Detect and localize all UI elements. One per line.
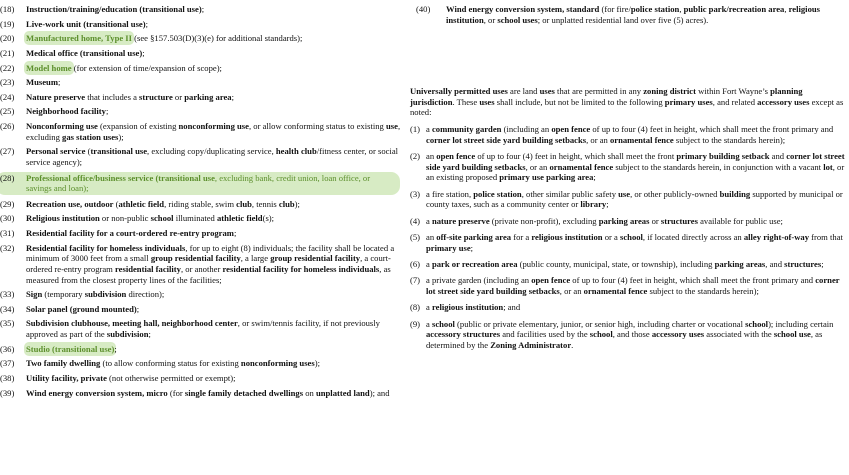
defined-term: zoning district — [643, 86, 696, 97]
defined-term: structures — [660, 215, 698, 226]
text-run: available for public use; — [697, 215, 783, 226]
defined-term: alley right-of-way — [743, 231, 810, 242]
item-number: (36) — [0, 343, 15, 354]
defined-term: structures — [784, 258, 822, 269]
list-item-highlighted — [0, 172, 400, 195]
item-text — [426, 151, 846, 183]
item-text — [426, 319, 846, 351]
item-number: (31) — [0, 228, 15, 239]
defined-term: Residential facility for a court-ordered re-entry program — [26, 228, 234, 239]
text-run: , or another — [180, 263, 223, 274]
item-number: (34) — [0, 303, 15, 314]
defined-term: uses — [539, 86, 555, 97]
defined-term: primary uses — [664, 96, 713, 107]
left-column — [0, 4, 404, 402]
universal-uses-list — [410, 124, 846, 350]
item-number: (3) — [410, 188, 421, 199]
item-number: (19) — [0, 18, 15, 29]
item-text — [26, 33, 404, 44]
item-text — [26, 48, 404, 59]
defined-term: athletic field — [217, 213, 263, 224]
text-run: (for fire/ — [599, 4, 631, 14]
item-text — [26, 19, 404, 30]
defined-term: park or recreation area — [431, 258, 518, 269]
item-number: (26) — [0, 121, 15, 132]
defined-term: parking areas — [598, 215, 650, 226]
list-item — [0, 388, 404, 399]
item-number: (21) — [0, 47, 15, 58]
list-item — [0, 48, 404, 59]
defined-term: police station — [473, 188, 522, 199]
defined-term: ornamental fence — [609, 134, 674, 145]
item-text — [26, 146, 404, 167]
text-run: ); — [118, 131, 124, 142]
item-number: (8) — [410, 302, 421, 313]
defined-term: Subdivision clubhouse, meeting hall, neighborhood center — [26, 318, 238, 329]
text-run: from that — [809, 231, 843, 242]
text-run: an — [426, 231, 437, 242]
text-run: , or other publicly-owned — [630, 188, 720, 199]
text-run: on — [303, 387, 316, 398]
text-run: ; — [821, 258, 824, 269]
defined-term: Residential facility for homeless individuals — [26, 242, 186, 253]
defined-term: school — [620, 231, 643, 242]
defined-term: Recreation use, outdoor — [26, 198, 114, 209]
defined-term: building — [719, 188, 751, 199]
text-run: a — [426, 302, 432, 313]
defined-term: school — [745, 318, 769, 329]
text-run: or — [172, 91, 185, 102]
item-number: (40) — [416, 4, 431, 14]
item-text — [26, 358, 404, 369]
text-run: ; — [201, 4, 205, 14]
defined-term: nature preserve — [431, 215, 490, 226]
text-run: for a — [511, 231, 532, 242]
defined-term: subdivision — [106, 329, 149, 340]
text-run: /fitness center, or social service agency); — [26, 146, 399, 167]
defined-term: athletic field — [118, 198, 165, 209]
item-text — [26, 173, 396, 194]
defined-term: ornamental fence — [583, 285, 648, 296]
highlighted-term: Manufactured home, Type II — [26, 33, 132, 44]
text-run: , or an existing proposed — [426, 161, 845, 183]
text-run: , as determined by the — [426, 329, 823, 350]
list-item — [0, 106, 404, 117]
text-run: (s); — [262, 213, 275, 224]
text-run: that are permitted in any — [554, 86, 644, 97]
text-run: , a large — [240, 253, 271, 264]
text-run: (expansion of existing — [97, 121, 179, 132]
list-item — [0, 199, 404, 210]
text-run: ; — [606, 199, 609, 210]
text-run: , excluding — [26, 121, 401, 142]
defined-term: use — [385, 121, 398, 132]
item-text — [26, 92, 404, 103]
text-run: ; and — [503, 302, 521, 313]
list-item — [0, 304, 404, 315]
text-run: ); — [294, 198, 300, 209]
text-run: direction); — [126, 289, 165, 300]
defined-term: Neighborhood facility — [26, 106, 106, 117]
text-run: within Fort Wayne’s — [695, 86, 771, 97]
text-run: subject to the standards herein); — [673, 134, 786, 145]
item-number: (27) — [0, 146, 15, 157]
item-text — [26, 199, 404, 210]
item-number: (24) — [0, 91, 15, 102]
text-run: ); and — [369, 387, 390, 398]
defined-term: parking areas — [714, 258, 766, 269]
text-run: ; — [470, 242, 474, 253]
highlighted-term: Model home — [26, 62, 72, 73]
item-number: (39) — [0, 387, 15, 398]
text-run: (including an — [501, 123, 552, 134]
item-number: (28) — [0, 172, 15, 183]
item-text — [26, 77, 404, 88]
item-number: (20) — [0, 33, 15, 44]
text-run: and facilities used by the — [500, 329, 590, 340]
list-item — [410, 259, 846, 270]
text-run: , riding stable, swim — [164, 198, 237, 209]
defined-term: open fence — [436, 150, 476, 161]
list-item — [0, 344, 404, 355]
text-run: , excluding copy/duplicating service, — [147, 146, 276, 157]
text-run: a fire station, — [426, 188, 474, 199]
text-run: a — [426, 258, 432, 269]
defined-term: structure — [139, 91, 173, 102]
defined-term: gas station uses — [62, 131, 119, 142]
item-text — [26, 373, 404, 384]
text-run: . — [571, 339, 574, 350]
text-run: , other similar public safety — [521, 188, 619, 199]
defined-term: Utility facility, private — [26, 372, 107, 383]
defined-term: ornamental fence — [549, 161, 614, 172]
defined-term: Museum — [26, 77, 58, 88]
text-run: , and — [765, 258, 785, 269]
item-number: (4) — [410, 215, 421, 226]
defined-term: Sign — [26, 289, 43, 300]
defined-term: religious institution — [531, 231, 603, 242]
highlighted-term: Studio (transitional use) — [26, 343, 115, 354]
defined-term: group residential facility — [270, 253, 361, 264]
text-run: ; — [231, 91, 234, 102]
item-number: (25) — [0, 106, 15, 117]
item-number: (35) — [0, 318, 15, 329]
list-item — [0, 4, 404, 15]
text-run: a — [426, 215, 432, 226]
text-run: , or — [483, 14, 498, 25]
text-run: of up to four (4) feet in height, which shall meet the front — [475, 150, 677, 161]
defined-term: religious institution — [431, 302, 504, 313]
text-run: , and related — [712, 96, 758, 107]
defined-term: group residential facility — [150, 253, 241, 264]
text-run: (temporary — [42, 289, 85, 300]
text-run: subject to the standards herein); — [647, 285, 759, 296]
text-run: ; — [593, 172, 596, 183]
list-item — [410, 151, 846, 183]
list-item — [0, 373, 404, 384]
defined-term: Wind energy conversion system, standard — [446, 4, 600, 14]
text-run: ; — [148, 329, 151, 340]
defined-term: health club — [275, 146, 317, 157]
text-run: , or an — [586, 134, 610, 145]
text-run: , a court-ordered re-entry program — [26, 253, 391, 274]
text-run: of up to four (4) feet in height, which shall meet the front primary and — [590, 123, 834, 134]
item-number: (1) — [410, 123, 421, 134]
text-run: ; — [142, 47, 145, 58]
item-text — [26, 228, 404, 239]
defined-term: corner lot street side yard building setbacks — [426, 150, 845, 172]
universally-permitted-intro — [410, 86, 846, 118]
list-item — [0, 19, 404, 30]
item-text — [426, 124, 846, 145]
list-item — [0, 228, 404, 239]
defined-term: Solar panel (ground mounted) — [26, 303, 137, 314]
text-run: , or an — [525, 161, 550, 172]
item-text — [426, 232, 846, 253]
item-number: (37) — [0, 358, 15, 369]
defined-term: Live-work unit (transitional use) — [26, 18, 146, 29]
item-text — [426, 259, 846, 270]
list-item — [0, 318, 404, 339]
text-run: , and those — [612, 329, 652, 340]
defined-term: corner lot street side yard building setbacks — [426, 134, 587, 145]
item-text — [26, 106, 404, 117]
text-run: a — [426, 123, 432, 134]
defined-term: Wind energy conversion system, micro — [26, 387, 168, 398]
text-run: ; or unplatted residential land over five (5) acres). — [537, 14, 709, 25]
text-run: a — [426, 318, 432, 329]
list-item — [0, 289, 404, 300]
item-text — [26, 318, 404, 339]
defined-term: police station — [630, 4, 680, 14]
item-text — [26, 344, 404, 355]
text-run: (private non-profit), excluding — [489, 215, 599, 226]
text-run: associated with the — [704, 329, 774, 340]
text-run: (to allow conforming status for existing — [100, 358, 241, 369]
text-run: ; — [105, 106, 109, 117]
defined-term: school — [431, 318, 455, 329]
defined-term: Professional office/business service (transitional use — [26, 172, 215, 183]
defined-term: nonconforming use — [178, 121, 249, 132]
item-text — [26, 121, 404, 142]
item-number: (33) — [0, 289, 15, 300]
defined-term: Zoning Administrator — [490, 339, 572, 350]
text-run: or non-public — [99, 213, 151, 224]
text-run: a private garden (including an — [426, 275, 532, 286]
defined-term: Two family dwelling — [26, 358, 101, 369]
item-text — [26, 388, 404, 399]
text-run: (for extension of time/expansion of scope); — [71, 62, 222, 73]
text-run: are land — [507, 86, 540, 97]
text-run: (public county, municipal, state, or township), including — [517, 258, 715, 269]
list-item — [0, 63, 404, 74]
defined-term: club — [236, 198, 252, 209]
list-item — [0, 121, 404, 142]
defined-term: accessory uses — [757, 96, 810, 107]
item-number: (23) — [0, 77, 15, 88]
defined-term: subdivision — [84, 289, 127, 300]
defined-term: planning jurisdiction — [410, 86, 803, 107]
item-text — [26, 304, 404, 315]
list-item — [410, 189, 846, 210]
text-run: , or allow conforming status to existing — [248, 121, 386, 132]
defined-term: primary use parking area — [499, 172, 594, 183]
text-run: ( — [113, 198, 119, 209]
defined-term: use — [618, 188, 631, 199]
defined-term: unplatted land — [315, 387, 370, 398]
defined-term: primary use — [426, 242, 471, 253]
text-run: and — [769, 150, 787, 161]
defined-term: Medical office (transitional use) — [26, 47, 143, 58]
defined-term: lot — [823, 161, 833, 172]
defined-term: public park/recreation area — [683, 4, 785, 14]
defined-term: uses — [479, 96, 495, 107]
defined-term: Nonconforming use — [26, 121, 98, 132]
item-number: (9) — [410, 318, 421, 329]
text-run: (for — [167, 387, 185, 398]
text-run: , tennis — [251, 198, 279, 209]
defined-term: school uses — [497, 14, 538, 25]
item-text — [26, 289, 404, 300]
list-item — [410, 302, 846, 313]
text-run: that includes a — [85, 91, 140, 102]
defined-term: religious institution — [446, 4, 820, 25]
defined-term: residential facility for homeless individuals — [222, 263, 380, 274]
list-item-40 — [416, 4, 846, 25]
item-text — [26, 63, 404, 74]
defined-term: Personal service — [26, 146, 86, 157]
defined-term: school — [150, 213, 174, 224]
item-number: (22) — [0, 62, 15, 73]
defined-term: transitional use — [90, 146, 148, 157]
item-number: (32) — [0, 242, 15, 253]
item-number: (18) — [0, 4, 15, 14]
list-item — [410, 275, 846, 296]
list-item — [0, 33, 404, 44]
list-item — [410, 319, 846, 351]
text-run: an — [426, 150, 437, 161]
text-run: or a — [602, 231, 620, 242]
item-text — [426, 302, 846, 313]
item-text — [426, 189, 846, 210]
defined-term: corner lot street side yard building setbacks — [426, 275, 840, 296]
text-run: , or swim/tennis facility, if not previously approved as part of the — [26, 318, 380, 340]
defined-term: accessory structures — [426, 329, 501, 340]
list-item — [0, 77, 404, 88]
defined-term: Instruction/training/education (transitional use) — [26, 4, 202, 14]
text-run: ); — [314, 358, 320, 369]
item-number: (2) — [410, 150, 421, 161]
item-text — [26, 4, 404, 15]
item-text — [446, 4, 846, 25]
list-item — [0, 213, 404, 224]
defined-term: Universally permitted uses — [410, 86, 508, 97]
item-number: (38) — [0, 372, 15, 383]
list-item — [410, 216, 846, 227]
defined-term: off-site parking area — [436, 231, 512, 242]
item-number: (7) — [410, 275, 421, 286]
list-item — [410, 124, 846, 145]
text-run: , as measured from the closest property lines of the facilities; — [26, 263, 391, 285]
text-run: ( — [85, 146, 91, 157]
defined-term: single family detached dwellings — [184, 387, 304, 398]
right-column — [410, 4, 846, 356]
text-run: ; — [233, 228, 237, 239]
text-run: subject to the standards herein, in conjunction with a vacant — [613, 161, 824, 172]
item-text — [26, 213, 404, 224]
text-run: (see §157.503(D)(3)(e) for additional standards); — [132, 33, 303, 44]
list-item — [0, 358, 404, 369]
item-number: (29) — [0, 198, 15, 209]
text-run: (public or private elementary, junior, or senior high, including charter or vocational — [454, 318, 746, 329]
list-item — [0, 92, 404, 103]
text-run: illuminated — [173, 213, 217, 224]
item-number: (30) — [0, 213, 15, 224]
text-run: ; — [58, 77, 61, 88]
defined-term: nonconforming uses — [240, 358, 315, 369]
item-text — [426, 216, 846, 227]
list-item — [410, 232, 846, 253]
list-item — [0, 243, 404, 285]
defined-term: accessory uses — [651, 329, 705, 340]
text-run: supported by municipal or county taxes, such as a community center or — [426, 188, 843, 210]
text-run: shall include, but not be limited to the following — [494, 96, 665, 107]
defined-term: community garden — [431, 123, 502, 134]
defined-term: Nature preserve — [26, 91, 86, 102]
text-run: of up to four (4) feet in height, which shall meet the front primary and — [570, 275, 816, 286]
defined-term: residential facility — [115, 263, 181, 274]
text-run: , — [679, 4, 684, 14]
text-run: (not otherwise permitted or exempt); — [106, 372, 236, 383]
text-run: except as noted: — [410, 96, 844, 118]
item-number: (6) — [410, 258, 421, 269]
text-run: ; — [136, 303, 140, 314]
defined-term: open fence — [551, 123, 591, 134]
defined-term: school — [589, 329, 613, 340]
defined-term: primary building setback — [676, 150, 770, 161]
text-run: , or an — [559, 285, 584, 296]
defined-term: open fence — [531, 275, 571, 286]
defined-term: school use — [773, 329, 811, 340]
text-run: ); including certain — [768, 318, 834, 329]
defined-term: Religious institution — [26, 213, 100, 224]
item-text — [426, 275, 846, 296]
text-run: . These — [452, 96, 480, 107]
text-run: ; — [114, 343, 117, 354]
text-run: , if located directly across an — [642, 231, 744, 242]
text-run: ; — [145, 18, 148, 29]
text-run: , for up to eight (8) individuals; the facility shall be located a minimum of 3000 feet from a small — [26, 242, 395, 264]
item-number: (5) — [410, 231, 421, 242]
item-text — [26, 243, 404, 285]
defined-term: parking area — [184, 91, 232, 102]
text-run: , excluding bank, credit union, loan office, or savings and loan); — [26, 172, 371, 194]
text-run: , — [784, 4, 789, 14]
list-item — [0, 146, 404, 167]
defined-term: club — [278, 198, 295, 209]
defined-term: library — [580, 199, 607, 210]
text-run: or — [649, 215, 661, 226]
